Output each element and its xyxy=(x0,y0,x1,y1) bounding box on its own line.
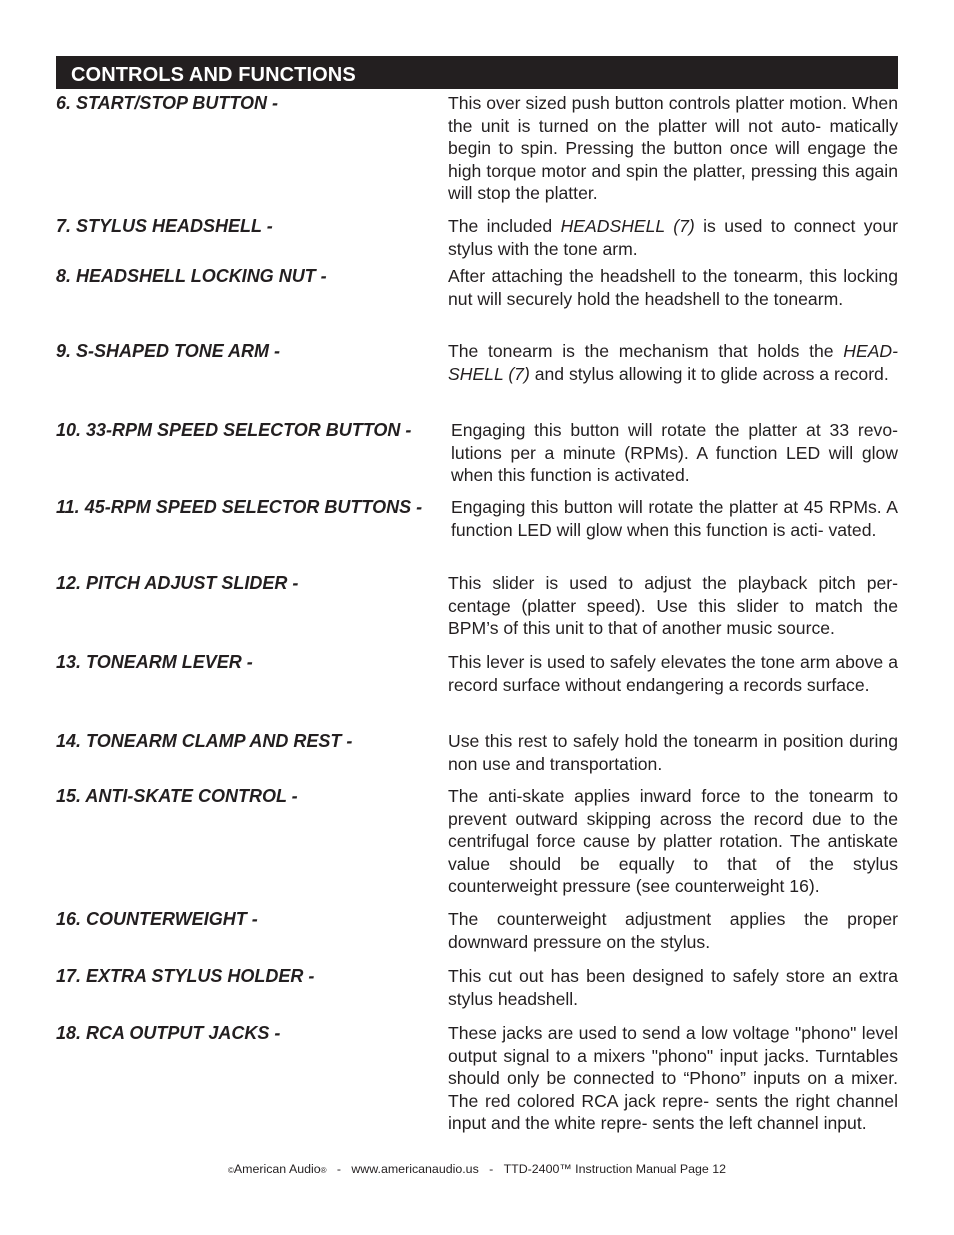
control-description: This cut out has been designed to safely store an extra stylus headshell. xyxy=(448,966,898,1009)
control-description: These jacks are used to send a low voltage "phono" level output signal to a mixers "phono" input jacks. Turntables should only be connected to “Phono” inputs on a mixer. The red colored RCA jack repre- sents the right channel input and the white repre- sents the left channel input. xyxy=(448,1023,898,1133)
control-description: This lever is used to safely elevates the tone arm above a record surface without endangering a records surface. xyxy=(448,652,898,695)
control-term: 14. TONEARM CLAMP AND REST - xyxy=(56,731,353,751)
control-term: 9. S-SHAPED TONE ARM - xyxy=(56,341,281,361)
control-term: 8. HEADSHELL LOCKING NUT - xyxy=(56,266,327,286)
registered-mark: ® xyxy=(320,1166,327,1175)
control-description: This slider is used to adjust the playback pitch per- centage (platter speed). Use this slider to match the BPM’s of this unit to that of another music source. xyxy=(448,573,898,638)
control-term: 18. RCA OUTPUT JACKS - xyxy=(56,1023,281,1043)
control-description: After attaching the headshell to the tonearm, this locking nut will securely hold the headshell to the tonearm. xyxy=(448,266,898,309)
footer-manual-page: TTD-2400™ Instruction Manual Page 12 xyxy=(503,1162,727,1176)
footer-separator: - xyxy=(336,1162,342,1176)
footer-url: www.americanaudio.us xyxy=(351,1162,479,1176)
control-term: 10. 33-RPM SPEED SELECTOR BUTTON - xyxy=(56,420,412,440)
control-term: 16. COUNTERWEIGHT - xyxy=(56,909,258,929)
control-description: The anti-skate applies inward force to the tonearm to prevent outward skipping across the record due to the centrifugal force cause by platter rotation. The antiskate value should be equally to that of the stylus counterweight pressure (see counterweight 16). xyxy=(448,786,898,896)
control-description: The tonearm is the mechanism that holds the HEAD- SHELL (7) and stylus allowing it to glide across a record. xyxy=(448,341,898,384)
footer-separator: - xyxy=(489,1162,494,1176)
control-description: The counterweight adjustment applies the proper downward pressure on the stylus. xyxy=(448,909,898,952)
control-description: Engaging this button will rotate the platter at 33 revo- lutions per a minute (RPMs). A function LED will glow when this function is activated. xyxy=(451,420,898,485)
control-term: 17. EXTRA STYLUS HOLDER - xyxy=(56,966,315,986)
control-description: Engaging this button will rotate the platter at 45 RPMs. A function LED will glow when this function is acti- vated. xyxy=(451,497,898,540)
control-term: 6. START/STOP BUTTON - xyxy=(56,93,279,113)
footer-brand: American Audio xyxy=(233,1162,321,1176)
copyright-mark: © xyxy=(227,1166,234,1175)
section-title: CONTROLS AND FUNCTIONS xyxy=(71,64,356,86)
control-description: This over sized push button controls platter motion. When the unit is turned on the platter will not auto- matically begin to spin. Pressing the button once will engage the high torque motor and spin the platter, pressing this again will stop the platter. xyxy=(448,93,898,203)
control-term: 11. 45-RPM SPEED SELECTOR BUTTONS - xyxy=(56,497,423,517)
control-term: 15. ANTI-SKATE CONTROL - xyxy=(56,786,298,806)
control-term: 7. STYLUS HEADSHELL - xyxy=(56,216,273,236)
control-description: The included HEADSHELL (7) is used to connect your stylus with the tone arm. xyxy=(448,216,898,259)
control-description: Use this rest to safely hold the tonearm in position during non use and transportation. xyxy=(448,731,898,774)
page-footer xyxy=(0,1161,954,1179)
section-header-bar xyxy=(56,56,898,89)
control-term: 13. TONEARM LEVER - xyxy=(56,652,253,672)
control-term: 12. PITCH ADJUST SLIDER - xyxy=(56,573,299,593)
